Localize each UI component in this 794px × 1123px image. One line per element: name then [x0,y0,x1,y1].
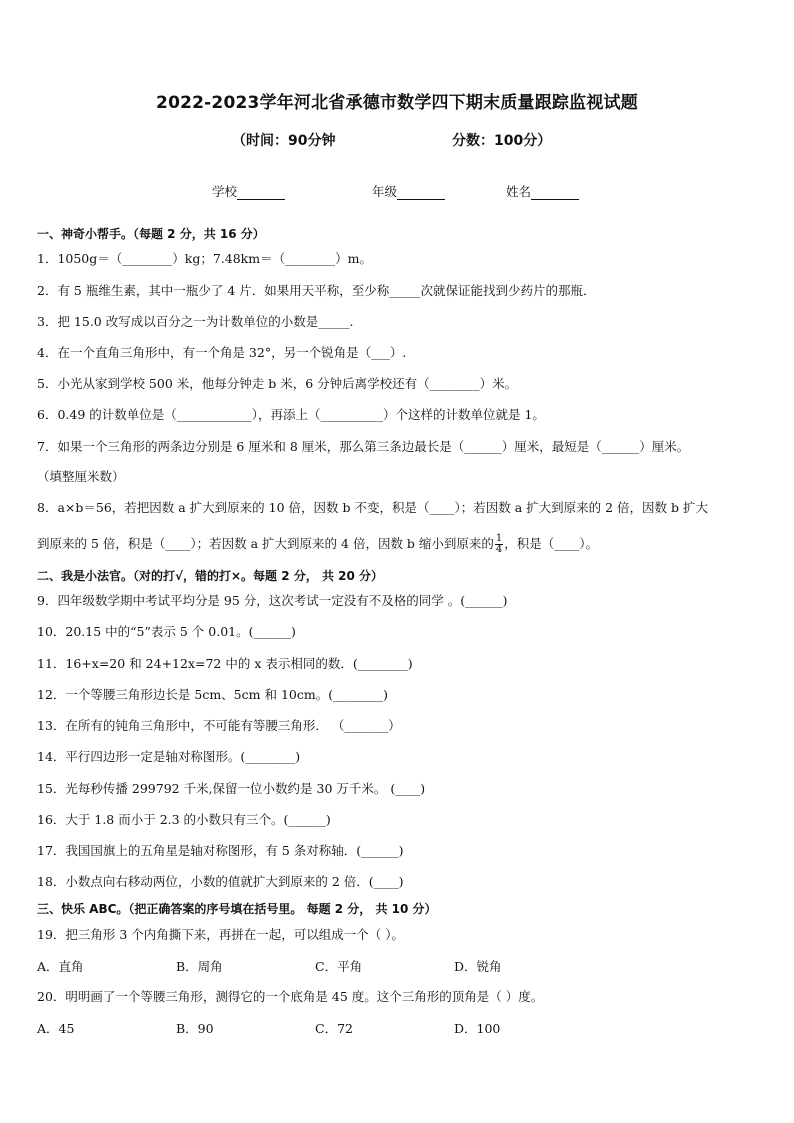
question-7: 7．如果一个三角形的两条边分别是 6 厘米和 8 厘米，那么第三条边最长是（______）厘米，最短是（______）厘米。 [37,439,690,454]
question-20: 20．明明画了一个等腰三角形，测得它的一个底角是 45 度。这个三角形的顶角是（ ）度。 [37,989,544,1004]
question-14: 14．平行四边形一定是轴对称图形。(________) [37,749,301,764]
question-16: 16．大于 1.8 而小于 2.3 的小数只有三个。(______) [37,812,331,827]
question-13: 13．在所有的钝角三角形中，不可能有等腰三角形． （_______） [37,718,401,733]
question-1: 1．1050g＝（________）kg；7.48km＝（________）m。 [37,251,372,266]
question-12: 12．一个等腰三角形边长是 5cm、5cm 和 10cm。(________) [37,687,388,702]
q19-option-b[interactable]: B．周角 [176,959,223,974]
exam-title: 2022-2023学年河北省承德市数学四下期末质量跟踪监视试题 [156,93,638,113]
question-8-text-b: ，积是（____）。 [504,536,599,551]
exam-time: （时间：90分钟 [232,133,336,149]
question-18: 18．小数点向右移动两位，小数的值就扩大到原来的 2 倍．(____) [37,874,404,889]
q20-option-a[interactable]: A．45 [37,1021,75,1036]
q20-option-c[interactable]: C．72 [315,1021,353,1036]
question-15: 15．光每秒传播 299792 千米,保留一位小数约是 30 万千米。 (____) [37,781,426,796]
fraction-numerator: 1 [495,533,503,544]
q20-option-d[interactable]: D．100 [454,1021,501,1036]
fraction-denominator: 4 [495,544,503,555]
question-8: 8．a×b＝56，若把因数 a 扩大到原来的 10 倍，因数 b 不变，积是（____）；若因数 a 扩大到原来的 2 倍，因数 b 扩大 [37,500,708,515]
question-9: 9．四年级数学期中考试平均分是 95 分，这次考试一定没有不及格的同学 。(______) [37,593,508,608]
grade-blank[interactable] [397,187,445,200]
section-1-heading: 一、神奇小帮手。（每题 2 分，共 16 分） [37,227,265,241]
q19-option-a[interactable]: A．直角 [37,959,84,974]
school-field [212,182,285,200]
question-3: 3．把 15.0 改写成以百分之一为计数单位的小数是_____. [37,314,354,329]
question-11: 11．16+x=20 和 24+12x=72 中的 x 表示相同的数．(________) [37,656,413,671]
exam-score: 分数：100分） [452,133,552,149]
question-2: 2．有 5 瓶维生素，其中一瓶少了 4 片．如果用天平称，至少称_____次就保证能找到少药片的那瓶． [37,283,596,298]
grade-field [372,182,445,200]
question-10: 10．20.15 中的“5”表示 5 个 0.01。(______) [37,624,296,639]
q20-option-b[interactable]: B．90 [176,1021,214,1036]
name-field [506,182,579,200]
name-label: 姓名 [506,184,532,199]
school-blank[interactable] [237,187,285,200]
q19-option-c[interactable]: C．平角 [315,959,363,974]
question-5: 5．小光从家到学校 500 米，他每分钟走 b 米，6 分钟后离学校还有（________）米。 [37,376,518,391]
question-8-text-a: 到原来的 5 倍，积是（____）；若因数 a 扩大到原来的 4 倍，因数 b 缩小到原来的 [37,536,494,551]
section-2-heading: 二、我是小法官。（对的打√，错的打×。每题 2 分， 共 20 分） [37,569,383,583]
question-8-continued [37,534,598,555]
grade-label: 年级 [372,184,398,199]
question-17: 17．我国国旗上的五角星是轴对称图形，有 5 条对称轴．(______) [37,843,404,858]
question-7-note: （填整厘米数） [37,469,125,484]
question-19: 19．把三角形 3 个内角撕下来，再拼在一起，可以组成一个（ ）。 [37,927,405,942]
section-3-heading: 三、快乐 ABC。（把正确答案的序号填在括号里。 每题 2 分， 共 10 分） [37,902,437,916]
one-quarter-fraction [495,534,503,555]
q19-option-d[interactable]: D．锐角 [454,959,502,974]
school-label: 学校 [212,184,238,199]
question-6: 6．0.49 的计数单位是（____________），再添上（__________）个这样的计数单位就是 1。 [37,407,545,422]
question-4: 4．在一个直角三角形中，有一个角是 32°，另一个锐角是（___）. [37,345,407,360]
name-blank[interactable] [531,187,579,200]
